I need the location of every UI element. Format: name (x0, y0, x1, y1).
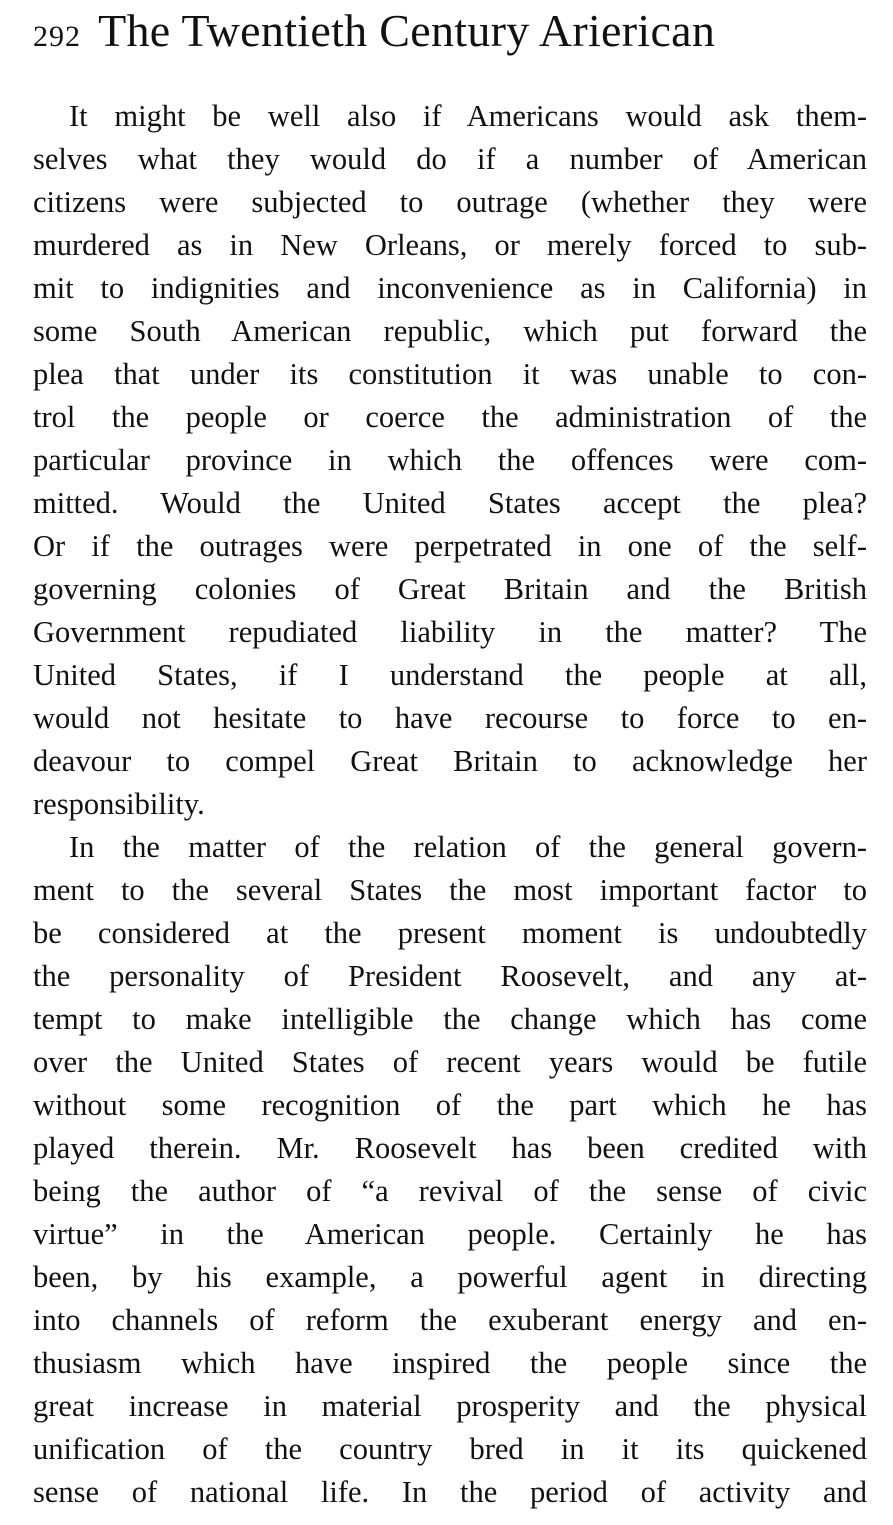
text-line: murdered as in New Orleans, or merely forced to sub- (33, 228, 867, 262)
text-line: into channels of reform the exuberant energy and en- (33, 1303, 867, 1337)
text-line: would not hesitate to have recourse to force to en- (33, 701, 867, 735)
text-line: selves what they would do if a number of American (33, 142, 867, 176)
text-line: played therein. Mr. Roosevelt has been credited with (33, 1131, 867, 1165)
paragraph-1 (33, 95, 867, 826)
text-line: particular province in which the offences were com- (33, 443, 867, 477)
text-line: over the United States of recent years would be futile (33, 1045, 867, 1079)
text-line: without some recognition of the part which he has (33, 1088, 867, 1122)
text-line: trol the people or coerce the administration of the (33, 400, 867, 434)
text-line: responsibility. (33, 787, 205, 821)
text-line: being the author of “a revival of the sense of civic (33, 1174, 867, 1208)
text-line: some South American republic, which put forward the (33, 314, 867, 348)
text-line: tempt to make intelligible the change which has come (33, 1002, 867, 1036)
page-number: 292 (33, 20, 81, 53)
text-line: citizens were subjected to outrage (whether they were (33, 185, 867, 219)
text-line: Or if the outrages were perpetrated in one of the self- (33, 529, 867, 563)
text-line: governing colonies of Great Britain and the British (33, 572, 867, 606)
text-line: been, by his example, a powerful agent in directing (33, 1260, 867, 1294)
running-title: The Twentieth Century Arierican (98, 5, 716, 56)
text-line: virtue” in the American people. Certainly he has (33, 1217, 867, 1251)
text-line: be considered at the present moment is undoubtedly (33, 916, 867, 950)
text-line: mitted. Would the United States accept the plea? (33, 486, 867, 520)
text-line: mit to indignities and inconvenience as in California) in (33, 271, 867, 305)
text-line: It might be well also if Americans would ask them- (69, 99, 867, 133)
text-line: In the matter of the relation of the general govern- (69, 830, 867, 864)
paragraph-2 (33, 826, 867, 1514)
text-line: sense of national life. In the period of activity and (33, 1475, 867, 1509)
text-line: great increase in material prosperity and the physical (33, 1389, 867, 1423)
body-text (33, 95, 867, 1514)
text-line: plea that under its constitution it was unable to con- (33, 357, 867, 391)
running-head (33, 4, 833, 56)
text-line: the personality of President Roosevelt, and any at- (33, 959, 867, 993)
text-line: thusiasm which have inspired the people since the (33, 1346, 867, 1380)
text-line: ment to the several States the most important factor to (33, 873, 867, 907)
text-line: unification of the country bred in it its quickened (33, 1432, 867, 1466)
text-line: United States, if I understand the people at all, (33, 658, 867, 692)
text-line: Government repudiated liability in the matter? The (33, 615, 867, 649)
text-line: deavour to compel Great Britain to acknowledge her (33, 744, 867, 778)
